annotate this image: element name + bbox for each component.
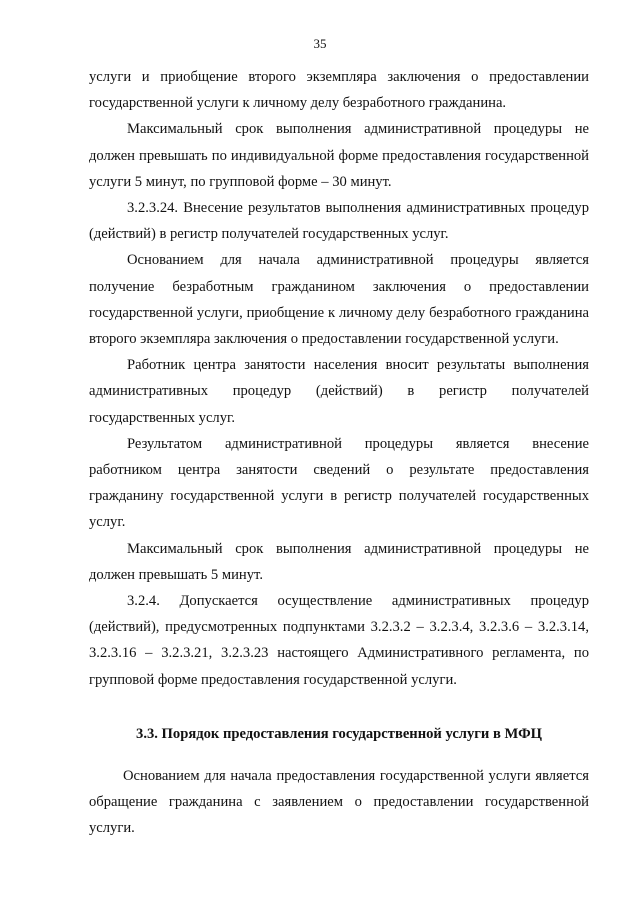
paragraph: Максимальный срок выполнения административной процедуры не должен превышать 5 минут. xyxy=(89,540,589,583)
paragraph: Результатом административной процедуры является внесение работником центра занятости сведений о результате предоставления гражданину государственной услуги в регистр получателей государственных услуг. xyxy=(89,435,589,531)
paragraph: услуги и приобщение второго экземпляра заключения о предоставлении государственной услуги к личному делу безработного гражданина. xyxy=(89,69,589,112)
paragraph: 3.2.3.24. Внесение результатов выполнения административных процедур (действий) в регистр получателей государственных услуг. xyxy=(89,200,589,243)
paragraph: Работник центра занятости населения вносит результаты выполнения административных процедур (действий) в регистр получателей государственных услуг. xyxy=(89,357,589,426)
paragraph: Максимальный срок выполнения административной процедуры не должен превышать по индивидуальной форме предоставления государственной услуги 5 минут, по групповой форме – 30 минут. xyxy=(89,121,589,190)
paragraph: 3.2.4. Допускается осуществление административных процедур (действий), предусмотренных подпунктами 3.2.3.2 – 3.2.3.4, 3.2.3.6 – 3.2.3.14, 3.2.3.16 – 3.2.3.21, 3.2.3.23 настоящего Административного регламента, по групповой форме предоставления государственной услуги. xyxy=(89,593,589,688)
paragraph: Основанием для начала предоставления государственной услуги является обращение гражданина с заявлением о предоставлении государственной услуги. xyxy=(89,767,589,837)
page-number: 35 xyxy=(313,36,327,51)
body-text xyxy=(89,64,589,841)
section-heading: 3.3. Порядок предоставления государственной услуги в МФЦ xyxy=(136,725,542,742)
paragraph: Основанием для начала административной процедуры является получение безработным гражданином заключения о предоставлении государственной услуги, приобщение к личному делу безработного гражданина второго экземпляра заключения о предоставлении государственной услуги. xyxy=(89,252,589,348)
